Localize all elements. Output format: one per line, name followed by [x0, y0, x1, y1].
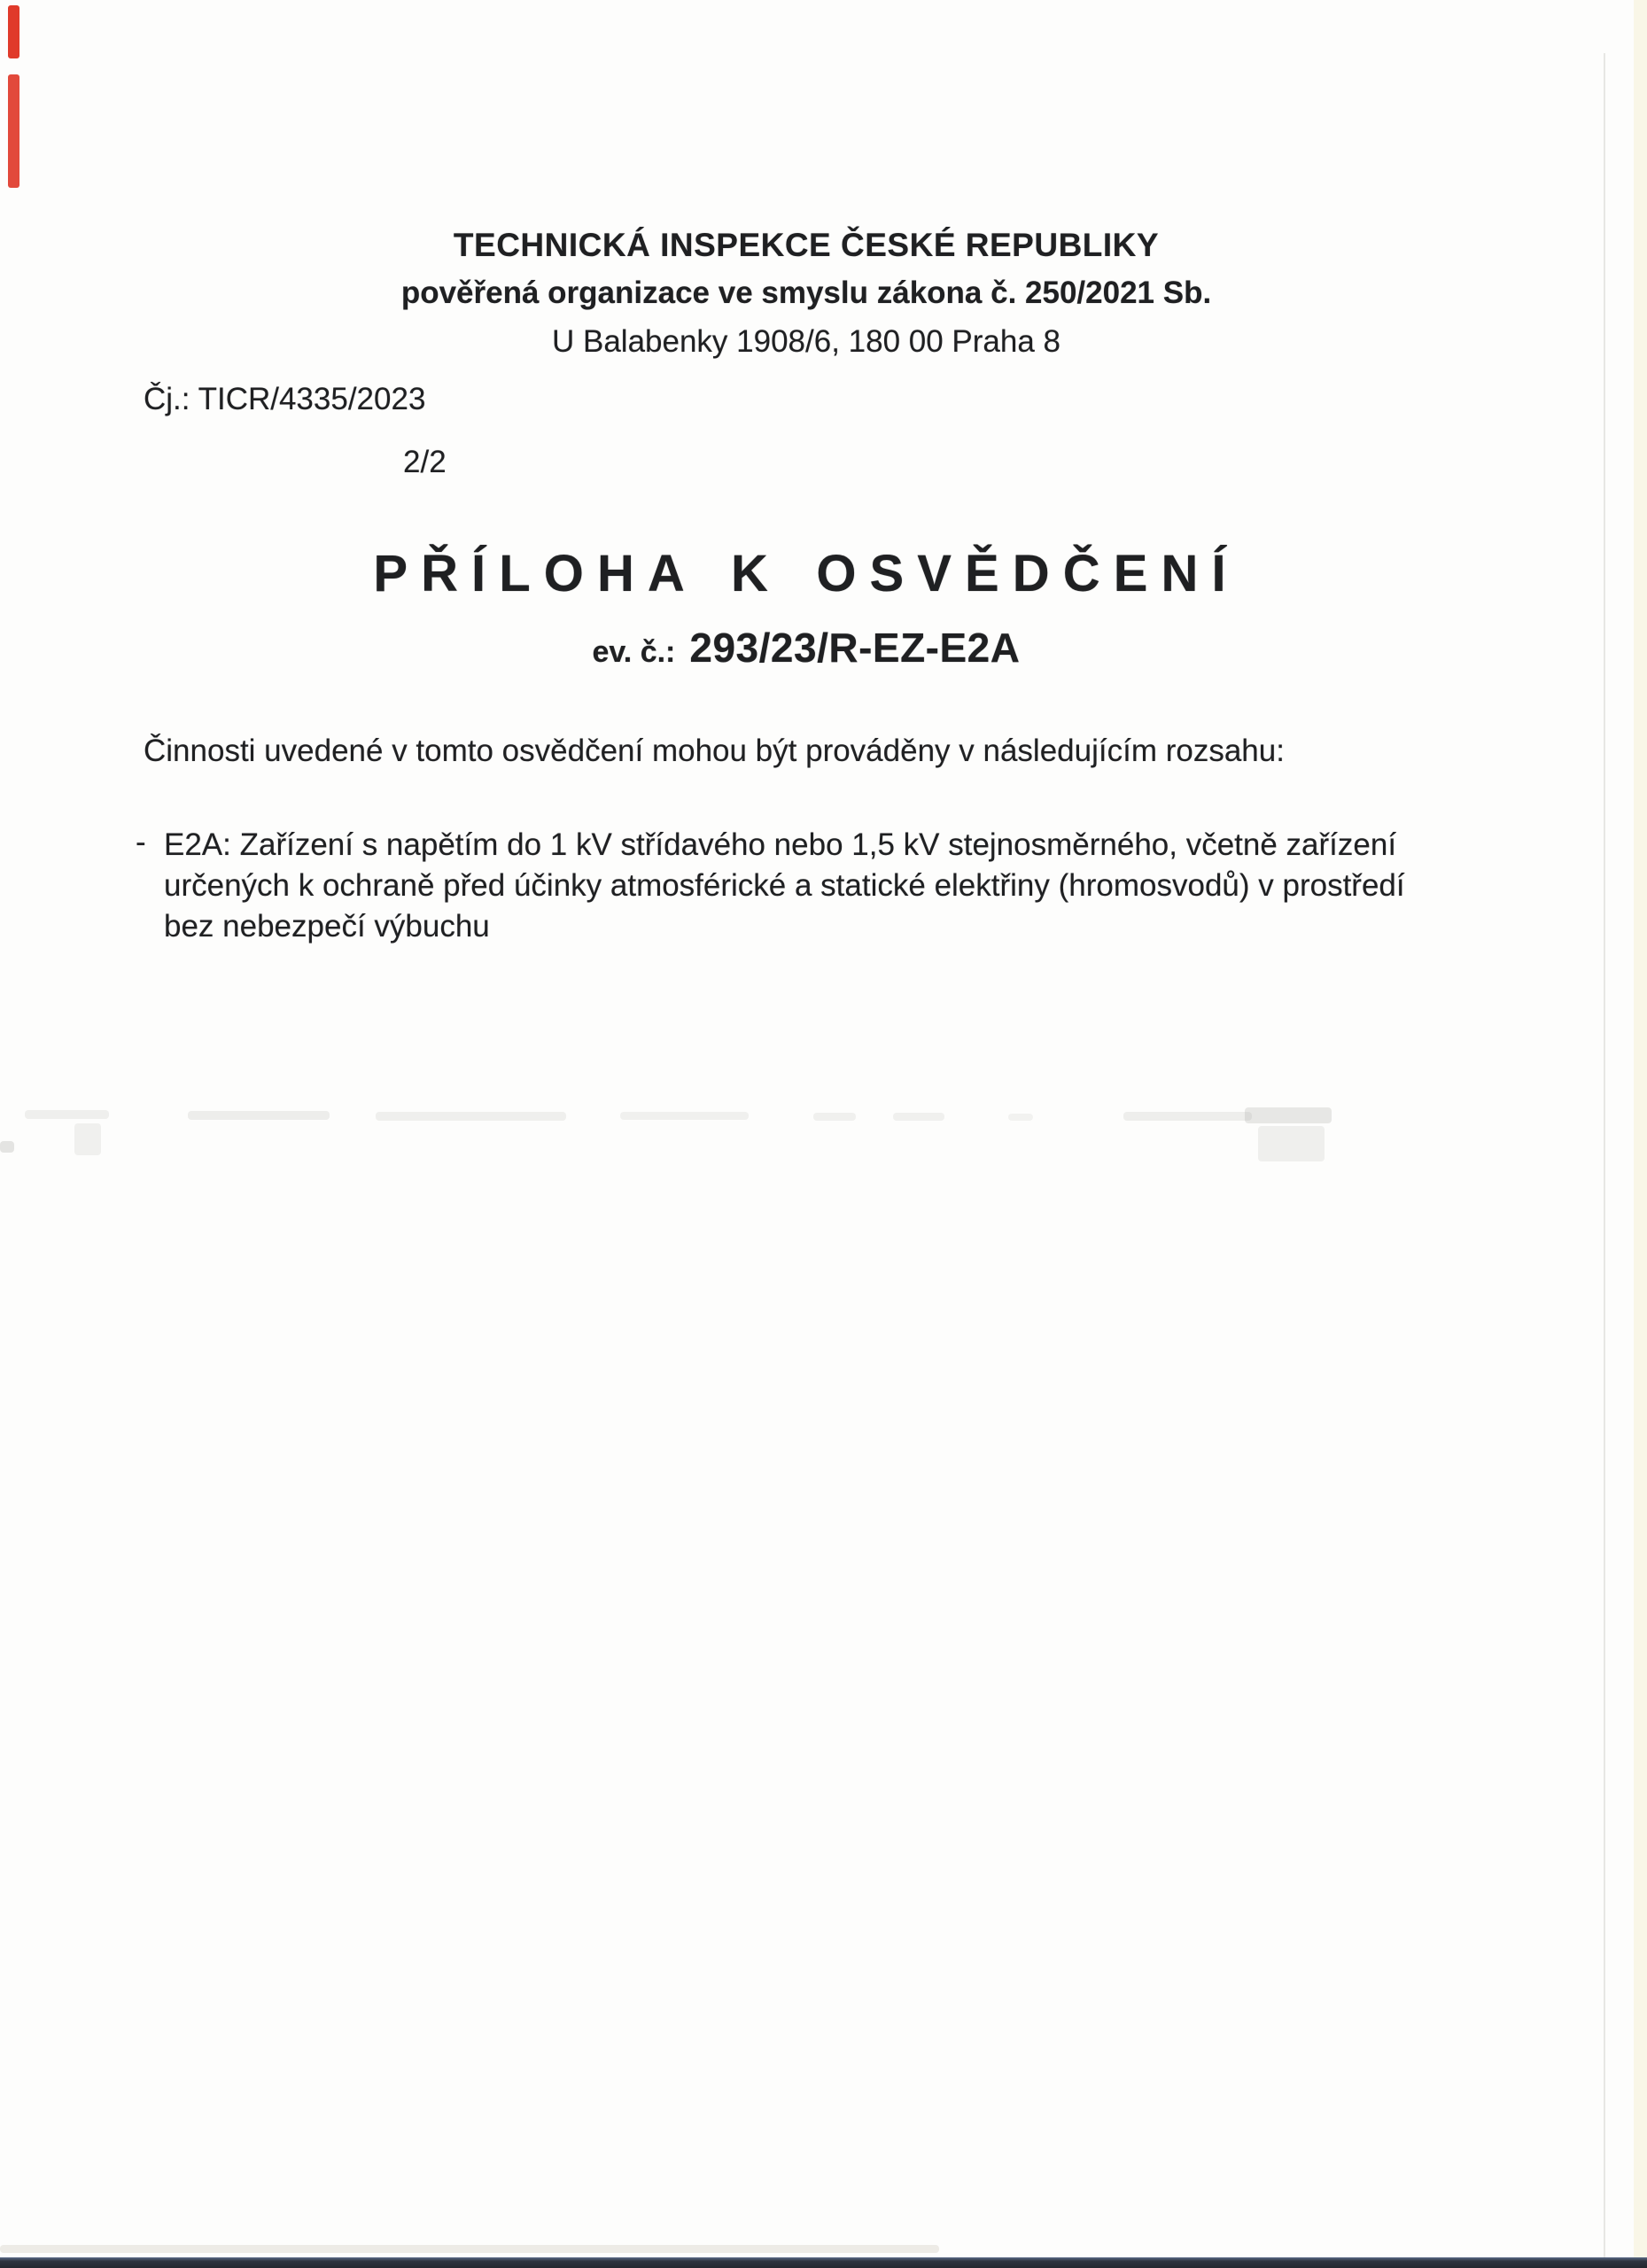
scan-smudge	[188, 1111, 330, 1120]
scan-smudge	[0, 1141, 14, 1153]
attachment-title: PŘÍLOHA K OSVĚDČENÍ	[373, 545, 1239, 602]
scan-edge-line	[1604, 53, 1605, 2259]
certificate-number-label: ev. č.:	[592, 635, 676, 669]
scan-smudge	[25, 1110, 109, 1119]
scan-smudge	[1123, 1112, 1252, 1121]
scan-smudge	[0, 2245, 939, 2253]
certificate-number-line	[0, 624, 1612, 672]
scan-smudge	[74, 1123, 101, 1155]
org-subtitle: pověřená organizace ve smyslu zákona č. 250/2021 Sb.	[400, 276, 1212, 310]
scope-item-line: určených k ochraně před účinky atmosférické a statické elektřiny (hromosvodů) v prostředí	[164, 868, 1405, 903]
page-indicator: 2/2	[403, 445, 447, 479]
scan-smudge	[893, 1113, 944, 1121]
scan-smudge	[1008, 1114, 1033, 1121]
red-pen-mark	[8, 74, 19, 188]
scan-smudge	[1258, 1126, 1325, 1161]
scan-smudge	[1245, 1107, 1332, 1123]
scope-item-marker: -	[136, 825, 146, 859]
scope-item	[164, 825, 1405, 947]
right-edge-tint	[1634, 0, 1647, 2268]
scan-bottom-edge	[0, 2257, 1647, 2268]
file-number: Čj.: TICR/4335/2023	[144, 382, 426, 416]
certificate-number: 293/23/R-EZ-E2A	[689, 625, 1021, 671]
scan-smudge	[620, 1112, 749, 1120]
org-name: TECHNICKÁ INSPEKCE ČESKÉ REPUBLIKY	[453, 227, 1160, 263]
scope-item-line: bez nebezpečí výbuchu	[164, 909, 490, 944]
scope-intro: Činnosti uvedené v tomto osvědčení mohou být prováděny v následujícím rozsahu:	[144, 734, 1285, 768]
scan-smudge	[376, 1112, 566, 1121]
scan-smudge	[813, 1113, 856, 1121]
org-address: U Balabenky 1908/6, 180 00 Praha 8	[551, 324, 1061, 359]
scope-item-line: E2A: Zařízení s napětím do 1 kV střídavého nebo 1,5 kV stejnosměrného, včetně zařízení	[164, 827, 1397, 862]
red-pen-mark	[8, 5, 19, 58]
